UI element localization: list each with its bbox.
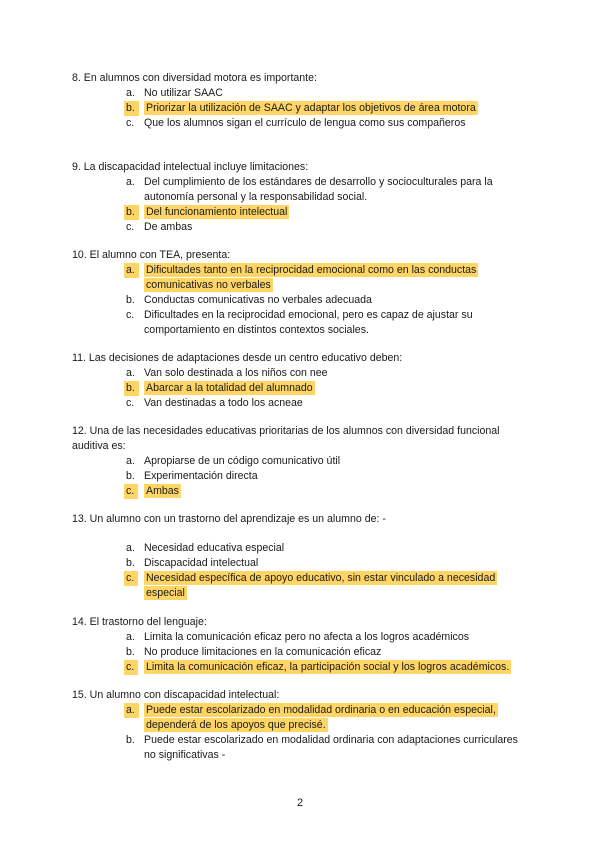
option-text: Necesidad específica de apoyo educativo, sin estar vinculado a necesidad especial: [146, 572, 496, 599]
question-title: 10. El alumno con TEA, presenta:: [72, 249, 231, 261]
question-title: 11. Las decisiones de adaptaciones desde un centro educativo deben:: [72, 352, 403, 364]
option-b: [72, 469, 532, 484]
option-a: [72, 541, 532, 556]
question-15: [72, 688, 532, 763]
question-13: [72, 512, 532, 601]
option-b-highlighted: [72, 205, 532, 220]
question-title: 14. El trastorno del lenguaje:: [72, 616, 207, 628]
question-title: 13. Un alumno con un trastorno del aprendizaje es un alumno de: -: [72, 513, 386, 525]
option-text: No produce limitaciones en la comunicación eficaz: [144, 646, 382, 658]
option-letter: a.: [124, 703, 139, 718]
option-c-highlighted: [72, 571, 532, 601]
option-letter: b.: [126, 557, 135, 569]
option-a: [72, 175, 532, 205]
option-text: Experimentación directa: [144, 470, 258, 482]
option-c: [72, 116, 532, 131]
option-text: Priorizar la utilización de SAAC y adaptar los objetivos de área motora: [146, 102, 476, 114]
option-text: Discapacidad intelectual: [144, 557, 259, 569]
option-b: [72, 645, 532, 660]
option-text: Van destinadas a todo los acneae: [144, 397, 303, 409]
option-text: Ambas: [146, 485, 179, 497]
question-11: [72, 351, 532, 411]
option-b-highlighted: [72, 101, 532, 116]
option-text: Dificultades en la reciprocidad emocional, pero es capaz de ajustar su comportamiento en distintos contextos sociales.: [144, 309, 473, 336]
option-letter: c.: [126, 397, 135, 409]
question-10: [72, 248, 532, 338]
option-b: [72, 293, 532, 308]
option-letter: b.: [124, 381, 139, 396]
question-12: [72, 424, 532, 499]
option-letter: c.: [126, 221, 135, 233]
option-letter: b.: [126, 470, 135, 482]
option-a: [72, 454, 532, 469]
option-letter: a.: [124, 263, 139, 278]
option-letter: c.: [126, 117, 135, 129]
option-letter: a.: [126, 87, 135, 99]
option-letter: a.: [126, 367, 135, 379]
option-b: [72, 556, 532, 571]
option-letter: c.: [124, 571, 138, 586]
option-letter: c.: [124, 660, 138, 675]
option-letter: b.: [126, 734, 135, 746]
option-text: Dificultades tanto en la reciprocidad emocional como en las conductas comunicativas no verbales: [146, 264, 477, 291]
option-text: Conductas comunicativas no verbales adecuada: [144, 294, 372, 306]
option-text: Puede estar escolarizado en modalidad ordinaria con adaptaciones curriculares no significativas -: [144, 734, 518, 761]
option-text: Limita la comunicación eficaz pero no afecta a los logros académicos: [144, 631, 470, 643]
option-text: Van solo destinada a los niños con nee: [144, 367, 328, 379]
option-text: Limita la comunicación eficaz, la participación social y los logros académicos.: [146, 661, 510, 673]
option-b: [72, 733, 532, 763]
option-text: Del cumplimiento de los estándares de desarrollo y socioculturales para la autonomía personal y la responsabilidad social.: [144, 176, 493, 203]
option-c-highlighted: [72, 660, 532, 675]
question-title: 15. Un alumno con discapacidad intelectual:: [72, 689, 280, 701]
question-8: [72, 71, 532, 131]
option-a-highlighted: [72, 263, 532, 293]
option-c: [72, 220, 532, 235]
option-letter: b.: [126, 646, 135, 658]
option-letter: a.: [126, 176, 135, 188]
question-title: 8. En alumnos con diversidad motora es importante:: [72, 72, 317, 84]
option-a: [72, 366, 532, 381]
option-letter: b.: [124, 101, 139, 116]
option-letter: a.: [126, 455, 135, 467]
question-title: 9. La discapacidad intelectual incluye limitaciones:: [72, 161, 309, 173]
option-text: Necesidad educativa especial: [144, 542, 285, 554]
option-text: Que los alumnos sigan el currículo de lengua como sus compañeros: [144, 117, 466, 129]
option-text: De ambas: [144, 221, 193, 233]
question-14: [72, 615, 532, 675]
option-c: [72, 308, 532, 338]
question-title: 12. Una de las necesidades educativas prioritarias de los alumnos con diversidad funcional auditiva es:: [72, 425, 500, 452]
option-letter: a.: [126, 631, 135, 643]
option-text: No utilizar SAAC: [144, 87, 223, 99]
option-text: Puede estar escolarizado en modalidad ordinaria o en educación especial, dependerá de los apoyos que precisé.: [146, 704, 496, 731]
option-letter: b.: [126, 294, 135, 306]
option-c-highlighted: [72, 484, 532, 499]
option-letter: a.: [126, 542, 135, 554]
question-9: [72, 160, 532, 235]
option-b-highlighted: [72, 381, 532, 396]
option-letter: b.: [124, 205, 139, 220]
option-a: [72, 630, 532, 645]
option-text: Abarcar a la totalidad del alumnado: [146, 382, 313, 394]
option-letter: c.: [124, 484, 138, 499]
option-a: [72, 86, 532, 101]
page-number: 2: [296, 797, 304, 809]
option-text: Del funcionamiento intelectual: [146, 206, 288, 218]
option-letter: c.: [126, 309, 135, 321]
option-text: Apropiarse de un código comunicativo útil: [144, 455, 341, 467]
option-c: [72, 396, 532, 411]
option-a-highlighted: [72, 703, 532, 733]
